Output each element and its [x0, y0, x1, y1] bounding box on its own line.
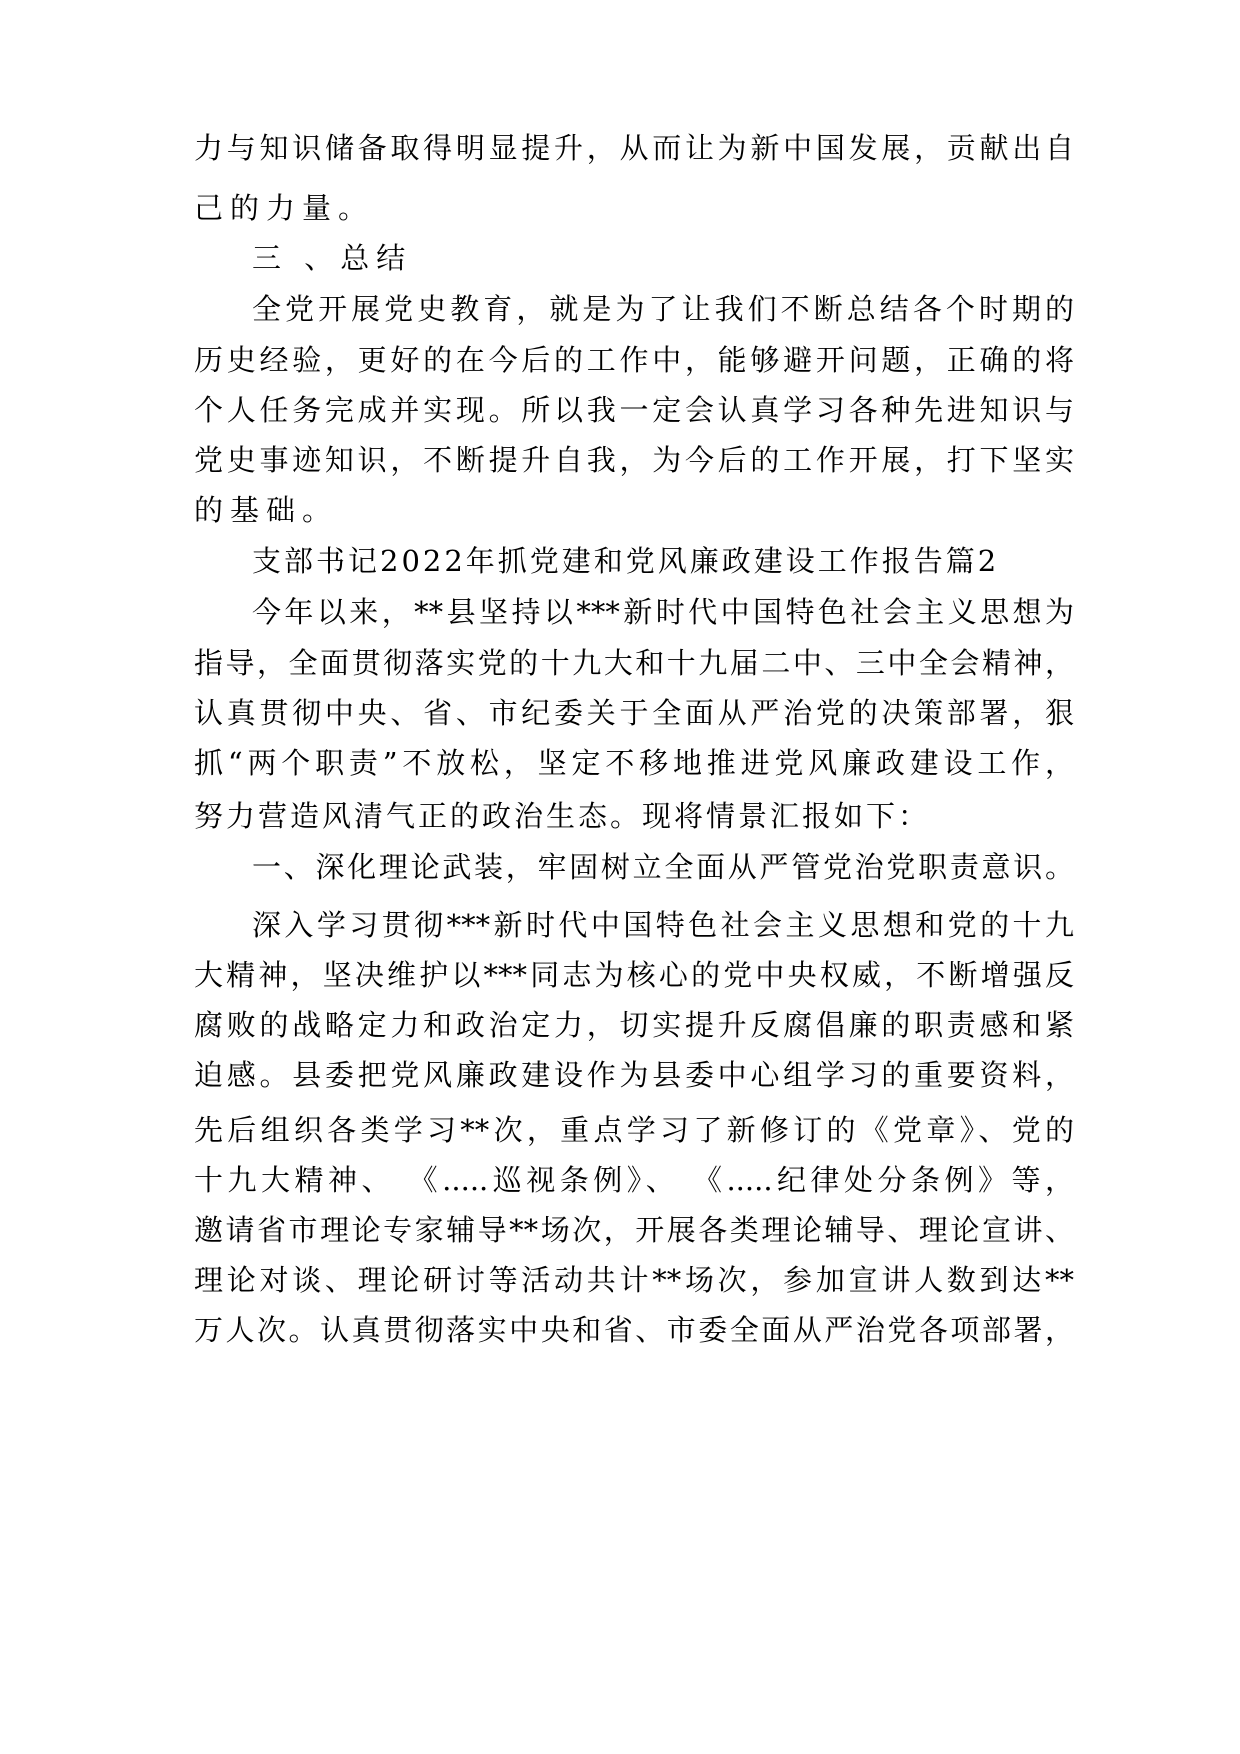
text-line: 的基础。 — [194, 493, 339, 527]
text-line: 指导，全面贯彻落实党的十九大和十九届二中、三中全会精神， — [194, 646, 1074, 680]
text-line: 大精神，坚决维护以***同志为核心的党中央权威，不断增强反 — [194, 958, 1074, 992]
text-line: 己的力量。 — [194, 191, 375, 225]
text-line: 今年以来，**县坚持以***新时代中国特色社会主义思想为 — [252, 595, 1074, 629]
text-line: 党史事迹知识，不断提升自我，为今后的工作开展，打下坚实 — [194, 443, 1074, 477]
text-line: 历史经验，更好的在今后的工作中，能够避开问题，正确的将 — [194, 343, 1074, 377]
section-heading: 一、深化理论武装，牢固树立全面从严管党治党职责意识。 — [252, 850, 1074, 884]
text-line: 个人任务完成并实现。所以我一定会认真学习各种先进知识与 — [194, 393, 1074, 427]
text-line: 抓“两个职责”不放松，坚定不移地推进党风廉政建设工作， — [194, 746, 1074, 780]
section-heading: 三 、总结 — [252, 241, 413, 275]
text-line: 万人次。认真贯彻落实中央和省、市委全面从严治党各项部署， — [194, 1313, 1074, 1347]
text-line: 邀请省市理论专家辅导**场次，开展各类理论辅导、理论宣讲、 — [194, 1213, 1074, 1247]
text-line: 力与知识储备取得明显提升，从而让为新中国发展，贡献出自 — [194, 131, 1074, 165]
text-line: 理论对谈、理论研讨等活动共计**场次，参加宣讲人数到达** — [194, 1263, 1074, 1297]
text-line: 先后组织各类学习**次，重点学习了新修订的《党章》、党的 — [194, 1113, 1074, 1147]
text-line: 十九大精神、 《.....巡视条例》、 《.....纪律处分条例》等， — [194, 1163, 1074, 1197]
text-line: 腐败的战略定力和政治定力，切实提升反腐倡廉的职责感和紧 — [194, 1008, 1074, 1042]
text-line: 深入学习贯彻***新时代中国特色社会主义思想和党的十九 — [252, 908, 1074, 942]
text-line: 认真贯彻中央、省、市纪委关于全面从严治党的决策部署，狠 — [194, 696, 1074, 730]
text-line: 努力营造风清气正的政治生态。现将情景汇报如下： — [194, 799, 931, 833]
article-title: 支部书记2022年抓党建和党风廉政建设工作报告篇2 — [252, 544, 1000, 578]
text-line: 全党开展党史教育，就是为了让我们不断总结各个时期的 — [252, 292, 1074, 326]
text-line: 迫感。县委把党风廉政建设作为县委中心组学习的重要资料， — [194, 1058, 1074, 1092]
